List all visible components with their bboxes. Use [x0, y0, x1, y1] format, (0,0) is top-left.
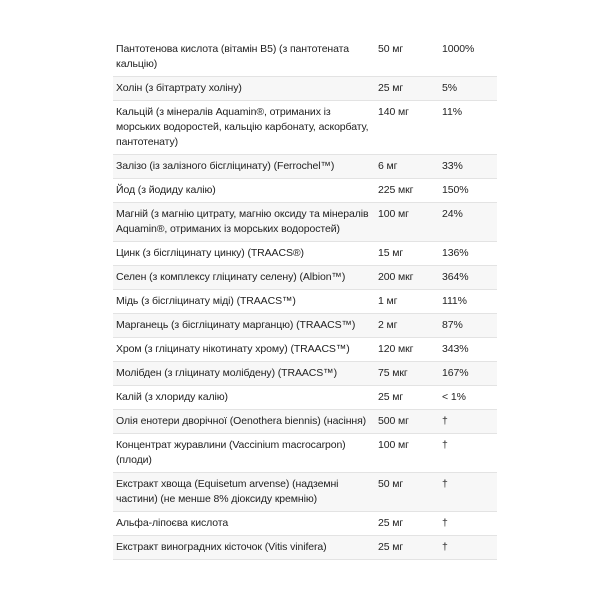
amount-cell: 120 мкг	[375, 338, 439, 362]
daily-value-cell: 150%	[439, 179, 497, 203]
ingredient-name-cell: Йод (з йодиду калію)	[113, 179, 375, 203]
daily-value-cell: 33%	[439, 155, 497, 179]
table-row	[113, 362, 497, 386]
amount-cell: 2 мг	[375, 314, 439, 338]
ingredient-name-cell: Цинк (з бісгліцинату цинку) (TRAACS®)	[113, 242, 375, 266]
amount-cell: 500 мг	[375, 410, 439, 434]
table-row	[113, 473, 497, 512]
amount-cell: 25 мг	[375, 77, 439, 101]
ingredient-name-cell: Молібден (з гліцинату молібдену) (TRAACS™)	[113, 362, 375, 386]
ingredient-name-cell: Магній (з магнію цитрату, магнію оксиду та мінералів Aquamin®, отриманих із морських водоростей)	[113, 203, 375, 242]
table-row	[113, 386, 497, 410]
amount-cell: 50 мг	[375, 38, 439, 77]
daily-value-cell: †	[439, 536, 497, 560]
supplement-facts-table	[113, 38, 497, 560]
table-row	[113, 266, 497, 290]
daily-value-cell: †	[439, 512, 497, 536]
daily-value-cell: †	[439, 473, 497, 512]
table-row	[113, 410, 497, 434]
table-row	[113, 512, 497, 536]
ingredient-name-cell: Хром (з гліцинату нікотинату хрому) (TRAACS™)	[113, 338, 375, 362]
daily-value-cell: 5%	[439, 77, 497, 101]
amount-cell: 140 мг	[375, 101, 439, 155]
table-row	[113, 242, 497, 266]
amount-cell: 15 мг	[375, 242, 439, 266]
daily-value-cell: < 1%	[439, 386, 497, 410]
amount-cell: 75 мкг	[375, 362, 439, 386]
ingredient-name-cell: Кальцій (з мінералів Aquamin®, отриманих із морських водоростей, кальцію карбонату, аскорбату, пантотенату)	[113, 101, 375, 155]
table-row	[113, 536, 497, 560]
amount-cell: 200 мкг	[375, 266, 439, 290]
table-row	[113, 179, 497, 203]
daily-value-cell: 343%	[439, 338, 497, 362]
daily-value-cell: 167%	[439, 362, 497, 386]
daily-value-cell: 87%	[439, 314, 497, 338]
daily-value-cell: 11%	[439, 101, 497, 155]
table-row	[113, 338, 497, 362]
ingredient-name-cell: Калій (з хлориду калію)	[113, 386, 375, 410]
daily-value-cell: 111%	[439, 290, 497, 314]
amount-cell: 100 мг	[375, 203, 439, 242]
ingredient-name-cell: Залізо (із залізного бісгліцинату) (Ferrochel™)	[113, 155, 375, 179]
amount-cell: 1 мг	[375, 290, 439, 314]
daily-value-cell: †	[439, 434, 497, 473]
daily-value-cell: 364%	[439, 266, 497, 290]
ingredient-name-cell: Екстракт хвоща (Equisetum arvense) (надземні частини) (не менше 8% діоксиду кремнію)	[113, 473, 375, 512]
amount-cell: 100 мг	[375, 434, 439, 473]
ingredient-name-cell: Мідь (з бісгліцинату міді) (TRAACS™)	[113, 290, 375, 314]
ingredient-name-cell: Концентрат журавлини (Vaccinium macrocarpon) (плоди)	[113, 434, 375, 473]
table-row	[113, 434, 497, 473]
ingredient-name-cell: Марганець (з бісгліцинату марганцю) (TRAACS™)	[113, 314, 375, 338]
ingredient-name-cell: Екстракт виноградних кісточок (Vitis vinifera)	[113, 536, 375, 560]
table-row	[113, 290, 497, 314]
amount-cell: 25 мг	[375, 536, 439, 560]
amount-cell: 25 мг	[375, 512, 439, 536]
table-row	[113, 203, 497, 242]
ingredient-name-cell: Олія енотери дворічної (Oenothera biennis) (насіння)	[113, 410, 375, 434]
amount-cell: 25 мг	[375, 386, 439, 410]
amount-cell: 225 мкг	[375, 179, 439, 203]
amount-cell: 6 мг	[375, 155, 439, 179]
table-row	[113, 314, 497, 338]
table-row	[113, 155, 497, 179]
ingredient-name-cell: Альфа-ліпоєва кислота	[113, 512, 375, 536]
table-row	[113, 101, 497, 155]
table-row	[113, 77, 497, 101]
daily-value-cell: 1000%	[439, 38, 497, 77]
ingredient-name-cell: Холін (з бітартрату холіну)	[113, 77, 375, 101]
daily-value-cell: †	[439, 410, 497, 434]
supplement-facts-body	[113, 38, 497, 560]
table-row	[113, 38, 497, 77]
daily-value-cell: 136%	[439, 242, 497, 266]
daily-value-cell: 24%	[439, 203, 497, 242]
ingredient-name-cell: Селен (з комплексу гліцинату селену) (Albion™)	[113, 266, 375, 290]
ingredient-name-cell: Пантотенова кислота (вітамін В5) (з пантотената кальцію)	[113, 38, 375, 77]
amount-cell: 50 мг	[375, 473, 439, 512]
